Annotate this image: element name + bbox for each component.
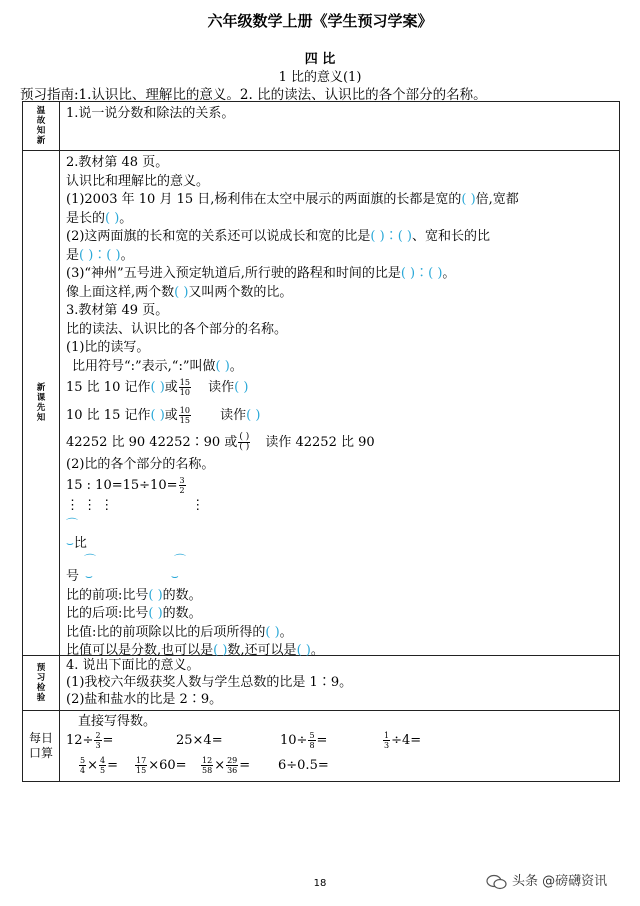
answer-blank[interactable]: ( ) <box>148 606 163 621</box>
ratio-15-10-line: 15 比 10 记作( )或 $\frac{15}{10}$ 读作( ) <box>66 378 249 397</box>
check-item-2: (2)盐和盐水的比是 2∶9。 <box>66 692 223 707</box>
textbook-ref-49: 3.教材第 49 页。 <box>66 303 169 318</box>
expr-3: 10÷ $\frac{5}{8}$ = <box>280 731 328 750</box>
brace-mark: ⌒ ⌒ <box>84 553 187 567</box>
subtopic-parts: (2)比的各个部分的名称。 <box>66 457 215 472</box>
expr-7: $\frac{12}{58}$ × $\frac{29}{36}$ = <box>202 756 251 775</box>
ratio-42252-90-line: 42252 比 90 42252∶90 或 $\frac{( )}{( )}$ 读作 42252 比 90 <box>66 432 375 452</box>
textbook-ref-48: 2.教材第 48 页。 <box>66 155 169 170</box>
question-ratio-length-width: (2)这两面旗的长和宽的关系还可以说成长和宽的比是( )∶( )、宽和长的比 <box>66 229 490 244</box>
fraction-10-15: $\frac{10}{15}$ <box>179 406 190 425</box>
subtopic-meaning: 认识比和理解比的意义。 <box>66 173 210 189</box>
check-item-1: (1)我校六年级获奖人数与学生总数的比是 1∶9。 <box>66 675 353 690</box>
front-term-line: 比的前项:比号( )的数。 <box>66 587 202 603</box>
wechat-icon <box>486 874 508 890</box>
review-label: 温 故 知 新 <box>23 102 60 150</box>
preview-guide: 预习指南:1.认识比、理解比的意义。2. 比的读法、认识比的各个部分的名称。 <box>20 87 487 103</box>
answer-blank[interactable]: ( ) <box>265 624 280 640</box>
check-question: 4. 说出下面比的意义。 <box>66 658 200 673</box>
question-flag-width: 是长的( )。 <box>66 210 133 226</box>
question-shenzhou: (3)“神州”五号进入预定轨道后,所行驶的路程和时间的比是( )∶( )。 <box>66 266 456 281</box>
ratio-symbol-line: 比用符号“:”表示,“:”叫做( )。 <box>72 358 243 374</box>
fraction-blank: $\frac{( )}{( )}$ <box>239 432 250 452</box>
expr-6: $\frac{17}{15}$ ×60= <box>136 756 187 775</box>
expr-4: $\frac{1}{3}$ ÷4= <box>384 731 422 750</box>
fraction-3-2: $\frac{3}{2}$ <box>179 475 185 495</box>
daily-content <box>60 711 619 781</box>
newlesson-row <box>23 150 619 658</box>
answer-blank[interactable]: ( ) <box>174 284 189 300</box>
answer-blank[interactable]: ( ) <box>150 408 165 423</box>
newlesson-content <box>60 151 619 658</box>
daily-row-1 <box>66 730 613 752</box>
answer-blank[interactable]: ( ) <box>105 210 120 226</box>
answer-blank[interactable]: ( ) <box>215 358 230 374</box>
answer-blank[interactable]: ( )∶( ) <box>370 229 412 244</box>
answer-blank[interactable]: ( ) <box>213 643 228 658</box>
question-flag-length: (1)2003 年 10 月 15 日,杨利伟在太空中展示的两面旗的长都是宽的( )倍,宽都 <box>66 192 519 207</box>
daily-row-2 <box>66 754 613 778</box>
answer-blank[interactable]: ( )∶( ) <box>79 247 121 263</box>
expr-5: $\frac{5}{4}$ × $\frac{4}{5}$ = <box>80 756 118 775</box>
answer-blank[interactable]: ( )∶( ) <box>400 266 443 281</box>
subtopic-read-write: (1)比的读写。 <box>66 340 150 355</box>
ratio-10-15-line: 10 比 15 记作( )或 $\frac{10}{15}$ 读作( ) <box>66 406 261 425</box>
watermark: 头条 @磅礴资讯 <box>486 870 607 890</box>
page-number: 18 <box>313 878 327 889</box>
brace-mark: ⌒ <box>66 517 79 531</box>
review-content <box>60 102 619 150</box>
answer-blank[interactable]: ( ) <box>148 587 163 603</box>
check-content <box>60 656 619 710</box>
answer-blank[interactable]: ( ) <box>150 380 165 395</box>
answer-blank[interactable]: ( ) <box>461 192 476 207</box>
label-hao: 号 ⌣ ⌣ <box>66 569 179 584</box>
answer-blank[interactable]: ( ) <box>296 643 311 658</box>
fraction-15-10: $\frac{15}{10}$ <box>179 378 190 397</box>
parts-example: 15 : 10=15÷10= $\frac{3}{2}$ <box>66 475 185 495</box>
label-bi: ⌣比 <box>66 535 87 551</box>
chapter-title: 四 比 <box>304 52 336 67</box>
worksheet-table <box>22 101 620 782</box>
newlesson-label: 新 课 先 知 <box>23 151 60 655</box>
daily-label: 每日 口算 <box>23 711 60 781</box>
daily-row <box>23 710 619 781</box>
check-row <box>23 655 619 710</box>
review-question: 1.说一说分数和除法的关系。 <box>66 106 235 121</box>
back-term-line: 比的后项:比号( )的数。 <box>66 606 202 621</box>
ratio-value-kinds-line: 比值可以是分数,也可以是( )数,还可以是( )。 <box>66 643 324 658</box>
lesson-title: 1 比的意义(1) <box>278 70 362 85</box>
subtopic-reading: 比的读法、认识比的各个部分的名称。 <box>66 321 288 337</box>
expr-2: 25×4= <box>176 733 223 748</box>
expr-1: 12÷ $\frac{2}{3}$ = <box>66 731 114 750</box>
answer-blank[interactable]: ( ) <box>246 408 261 423</box>
expr-8: 6÷0.5= <box>278 758 329 773</box>
vertical-dots: ⋮ ⋮ ⋮ ⋮ <box>66 497 205 513</box>
ratio-value-line: 比值:比的前项除以比的后项所得的( )。 <box>66 624 293 640</box>
check-label: 预 习 检 验 <box>23 656 60 710</box>
question-ratio-width-length: 是( )∶( )。 <box>66 247 134 263</box>
ratio-definition: 像上面这样,两个数( )又叫两个数的比。 <box>66 284 293 300</box>
review-row <box>23 102 619 150</box>
daily-intro: 直接写得数。 <box>78 714 157 729</box>
page-title: 六年级数学上册《学生预习学案》 <box>207 12 433 30</box>
answer-blank[interactable]: ( ) <box>234 380 249 395</box>
